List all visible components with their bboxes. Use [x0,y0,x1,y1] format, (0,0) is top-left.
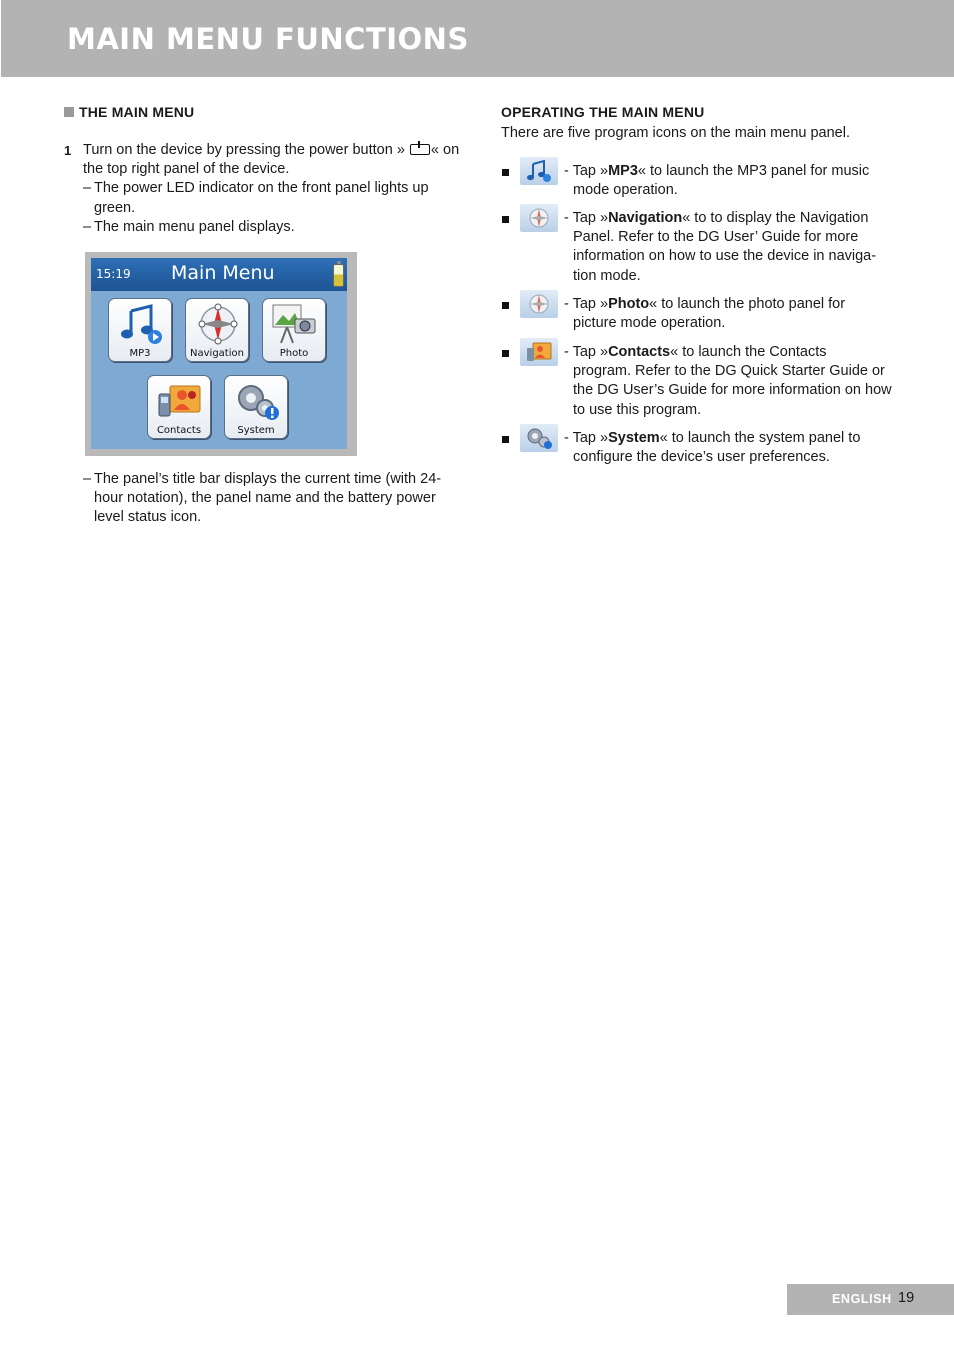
contacts-icon [156,380,204,422]
mp3-program-icon [520,157,558,185]
step-text-after: « on the top right panel of the device. [83,142,460,178]
tile-navigation[interactable] [185,298,249,362]
bullet-square-icon [502,302,509,309]
screen-time: 15:19 [96,267,131,281]
music-note-icon [117,303,165,345]
bullet-square-icon [502,436,509,443]
heading-square-icon [64,107,74,117]
tile-label: MP3 [129,348,151,359]
screen-display [91,258,347,449]
bullet-square-icon [502,216,509,223]
program-name: MP3 [608,163,638,179]
tile-system[interactable] [224,375,288,439]
step-subitem: – The power LED indicator on the front panel lights up green. [83,180,429,216]
footer-language: ENGLISH [832,1292,892,1306]
screen-title: Main Menu [171,262,275,284]
intro-text: There are five program icons on the main menu panel. [501,125,850,141]
contacts-program-icon [520,338,558,366]
compass-icon [194,303,242,345]
tile-label: Navigation [190,348,244,359]
tile-mp3[interactable] [108,298,172,362]
bullet-square-icon [502,350,509,357]
page-header [1,0,954,77]
list-item-text: - Tap »MP3« to launch the MP3 panel for music mode operation. [564,163,870,199]
list-item-text: - Tap »Photo« to launch the photo panel for picture mode operation. [564,296,846,332]
music-note-icon [525,159,553,183]
program-name: Contacts [608,344,671,360]
step-text-before: Turn on the device by pressing the power button » [83,142,405,158]
screenshot-note: – The panel’s title bar displays the current time (with 24-hour notation), the panel name and the battery power level status icon. [83,471,442,526]
list-item-text: - Tap »System« to launch the system panel to configure the device’s user preferences. [564,430,861,466]
gears-icon [525,426,553,450]
battery-icon [333,264,344,287]
section-heading-main-menu [64,103,464,121]
step-number: 1 [64,143,72,158]
screen-title-bar [91,258,347,291]
section-heading-text: OPERATING THE MAIN MENU [501,104,705,120]
bullet-square-icon [502,169,509,176]
tile-contacts[interactable] [147,375,211,439]
section-heading-operating [501,103,901,121]
tile-label: System [237,425,275,436]
step-instruction [83,141,468,179]
step-subitem: – The main menu panel displays. [83,218,295,235]
program-name: Photo [608,296,650,312]
power-button-icon [410,144,430,155]
program-name: System [608,430,660,446]
section-heading-text: THE MAIN MENU [79,104,195,120]
page-footer [787,1284,954,1315]
page-number: 19 [898,1290,915,1306]
step-text [83,141,468,237]
right-column [501,103,901,466]
compass-icon [525,292,553,316]
page-title: MAIN MENU FUNCTIONS [67,22,469,56]
navigation-program-icon [520,204,558,232]
tile-label: Photo [279,348,309,359]
compass-icon [525,206,553,230]
projector-camera-icon [271,303,319,345]
left-column [64,103,464,526]
program-name: Navigation [608,210,683,226]
system-program-icon [520,424,558,452]
list-item-text: - Tap »Contacts« to launch the Contacts program. Refer to the DG Quick Starter Guide or the DG User’s Guide for more information on how to use this program. [564,344,892,418]
tile-label: Contacts [156,425,202,436]
list-item-text: - Tap »Navigation« to to display the Navigation Panel. Refer to the DG User’ Guide for more information on how to use the device in naviga-tion mode. [564,210,877,284]
gears-icon [233,380,281,422]
tile-photo[interactable] [262,298,326,362]
photo-program-icon [520,290,558,318]
contacts-icon [525,340,553,364]
main-menu-screenshot [85,252,357,456]
